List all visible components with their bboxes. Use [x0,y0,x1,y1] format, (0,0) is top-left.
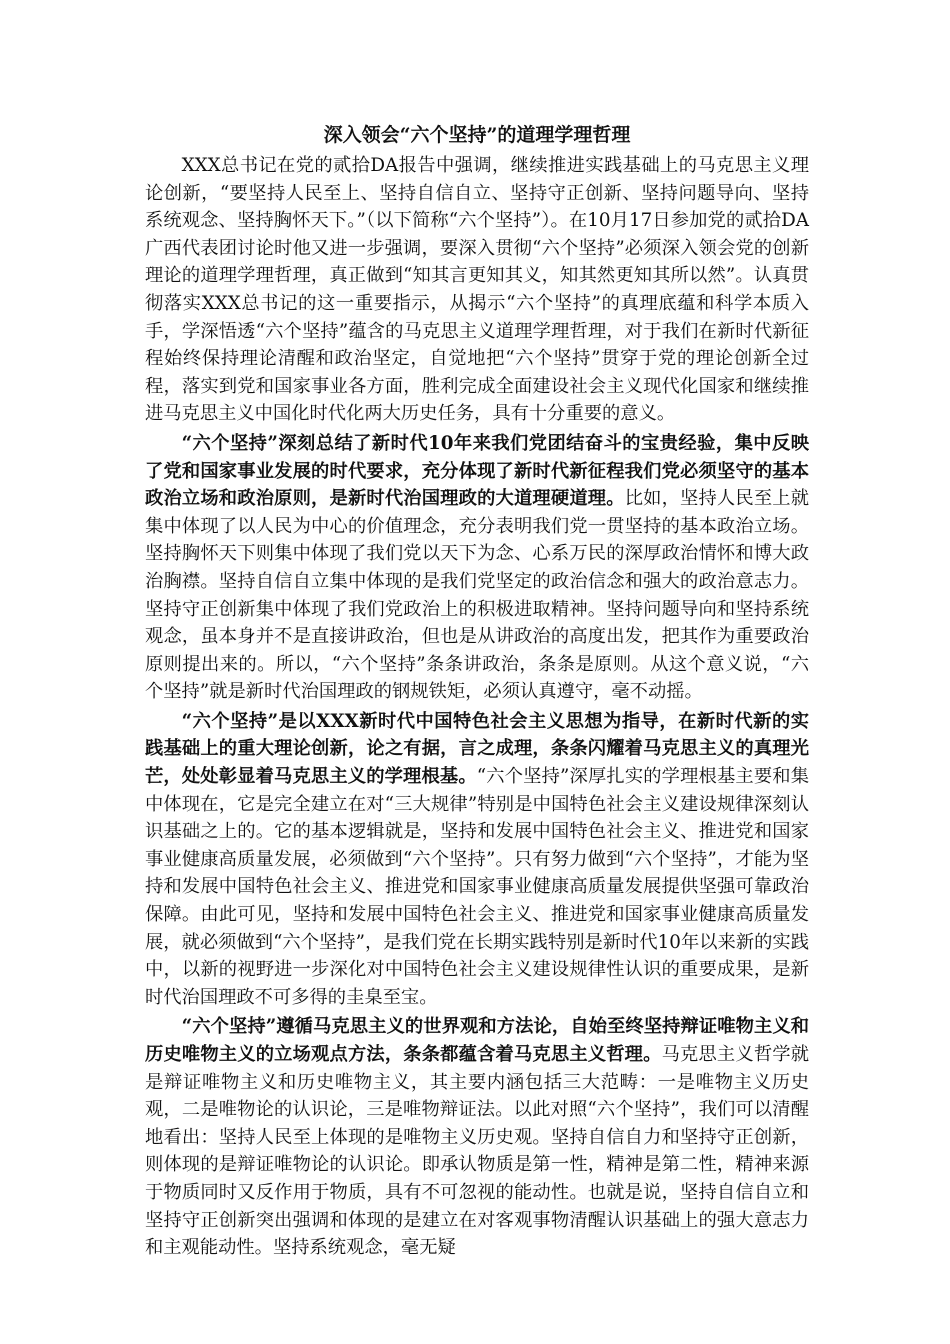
paragraph-1 [145,152,809,428]
paragraph-4-lead: “六个坚持”遵循马克思主义的世界观和方法论，自始至终坚持辩证唯物主义和历史唯物主义的立场观点方法，条条都蕴含着马克思主义哲理。 [145,1016,809,1065]
document-title: 深入领会“六个坚持”的道理学理哲理 [323,124,631,146]
paragraph-4-text: 马克思主义哲学就是辩证唯物主义和历史唯物主义，其主要内涵包括三大范畴：一是唯物主义历史观，二是唯物论的认识论，三是唯物辩证法。以此对照“六个坚持”，我们可以清醒地看出：坚持人民至上体现的是唯物主义历史观。坚持自信自力和坚持守正创新，则体现的是辩证唯物论的认识论。即承认物质是第一性，精神是第二性，精神来源于物质同时又反作用于物质，具有不可忽视的能动性。也就是说，坚持自信自立和坚持守正创新突出强调和体现的是建立在对客观事物清醒认识基础上的强大意志力和主观能动性。坚持系统观念，毫无疑 [145,1044,810,1259]
paragraph-2-text: 比如，坚持人民至上就集中体现了以人民为中心的价值理念，充分表明我们党一贯坚持的基本政治立场。坚持胸怀天下则集中体现了我们党以天下为念、心系万民的深厚政治情怀和博大政治胸襟。坚持自信自立集中体现的是我们党坚定的政治信念和强大的政治意志力。坚持守正创新集中体现了我们党政治上的积极进取精神。坚持问题导向和坚持系统观念，虽本身并不是直接讲政治，但也是从讲政治的高度出发，把其作为重要政治原则提出来的。所以，“六个坚持”条条讲政治，条条是原则。从这个意义说，“六个坚持”就是新时代治国理政的钢规铁矩，必须认真遵守，毫不动摇。 [145,488,810,703]
paragraph-3-text: “六个坚持”深厚扎实的学理根基主要和集中体现在，它是完全建立在对“三大规律”特别是中国特色社会主义建设规律深刻认识基础之上的。它的基本逻辑就是，坚持和发展中国特色社会主义、推进党和国家事业健康高质量发展，必须做到“六个坚持”。只有努力做到“六个坚持”，才能为坚持和发展中国特色社会主义、推进党和国家事业健康高质量发展提供坚强可靠政治保障。由此可见，坚持和发展中国特色社会主义、推进党和国家事业健康高质量发展，就必须做到“六个坚持”，是我们党在长期实践特别是新时代10年以来新的实践中，以新的视野进一步深化对中国特色社会主义建设规律性认识的重要成果，是新时代治国理政不可多得的圭臬至宝。 [145,766,809,1008]
document-body [145,120,809,1264]
paragraph-3 [145,708,809,1012]
paragraph-4 [145,1013,809,1261]
paragraph-1-text: XXX总书记在党的贰拾DA报告中强调，继续推进实践基础上的马克思主义理论创新，“要坚持人民至上、坚持自信自立、坚持守正创新、坚持问题导向、坚持系统观念、坚持胸怀天下。”（以下简称“六个坚持”）。在10月17日参加党的贰拾DA广西代表团讨论时他又进一步强调，要深入贯彻“六个坚持”必须深入领会党的创新理论的道理学理哲理，真正做到“知其言更知其义，知其然更知其所以然”。认真贯彻落实XXX总书记的这一重要指示，从揭示“六个坚持”的真理底蕴和科学本质入手，学深悟透“六个坚持”蕴含的马克思主义道理学理哲理，对于我们在新时代新征程始终保持理论清醒和政治坚定，自觉地把“六个坚持”贯穿于党的理论创新全过程，落实到党和国家事业各方面，胜利完成全面建设社会主义现代化国家和继续推进马克思主义中国化时代化两大历史任务，具有十分重要的意义。 [145,155,809,425]
paragraph-3-lead: “六个坚持”是以XXX新时代中国特色社会主义思想为指导，在新时代新的实践基础上的重大理论创新，论之有据，言之成理，条条闪耀着马克思主义的真理光芒，处处彰显着马克思主义的学理根基。 [145,710,809,788]
paragraph-2-lead: “六个坚持”深刻总结了新时代10年来我们党团结奋斗的宝贵经验，集中反映了党和国家事业发展的时代要求，充分体现了新时代新征程我们党必须坚守的基本政治立场和政治原则，是新时代治国理政的大道理硬道理。 [145,432,809,510]
paragraph-2 [145,430,809,706]
